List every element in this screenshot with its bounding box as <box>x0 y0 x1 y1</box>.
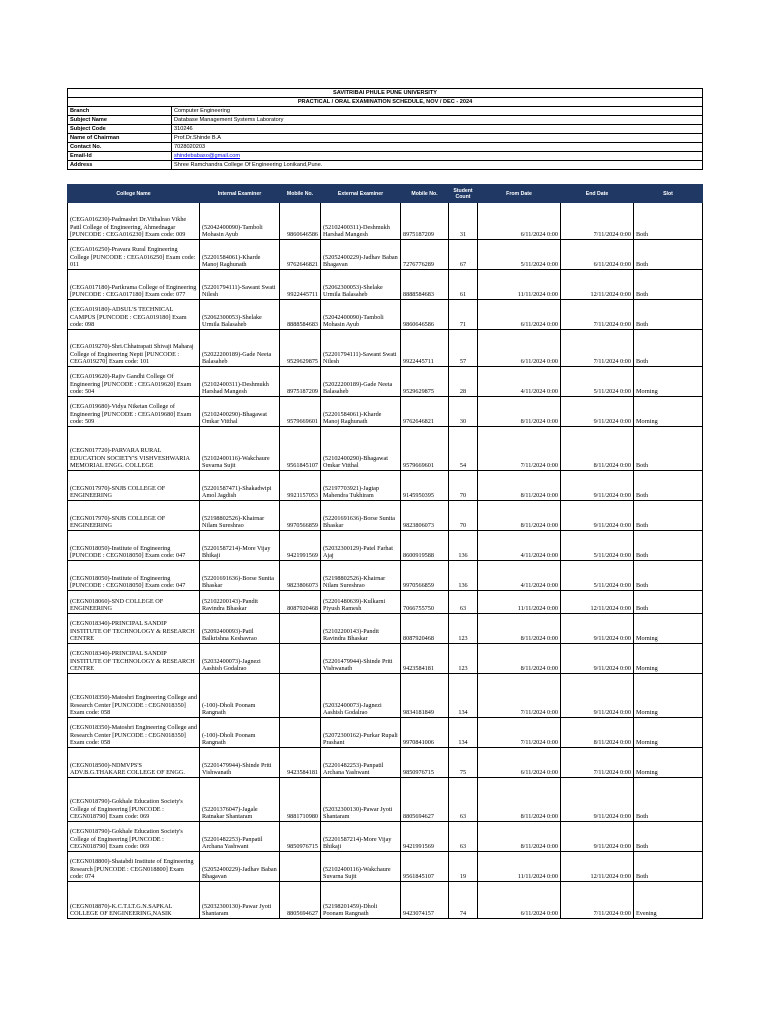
table-cell: 8805694627 <box>401 778 449 822</box>
table-cell: 8/11/2024 0:00 <box>478 644 561 674</box>
table-cell: (52102400290)-Bhagawat Omkar Vitthal <box>321 427 401 471</box>
table-cell: (CEGN017970)-SNJB COLLEGE OF ENGINEERING <box>68 501 200 531</box>
table-cell: 7/11/2024 0:00 <box>478 674 561 718</box>
table-cell <box>280 644 321 674</box>
table-cell: (52201691636)-Borse Sunita Bhaskar <box>321 501 401 531</box>
schedule-sheet <box>67 88 702 919</box>
table-cell: 28 <box>449 367 478 397</box>
table-cell: 12/11/2024 0:00 <box>561 591 634 614</box>
info-row <box>68 125 703 134</box>
table-row <box>68 300 703 330</box>
table-cell: 8600919588 <box>401 531 449 561</box>
table-cell: (CEGN017720)-PARVARA RURAL EDUCATION SOCIETY'S VISHVESHWARIA MEMORIAL ENGG. COLLEGE <box>68 427 200 471</box>
table-cell: 70 <box>449 501 478 531</box>
table-cell: (CEGN018500)-NDMVPS'S ADV.B.G.THAKARE COLLEGE OF ENGG. <box>68 748 200 778</box>
column-header: Internal Examiner <box>200 185 280 203</box>
table-cell: 9970566859 <box>280 501 321 531</box>
table-row <box>68 561 703 591</box>
table-cell: (CEGN018050)-Institute of Engineering [PUNCODE : CEGN018050] Exam code: 047 <box>68 561 200 591</box>
table-cell: 9421991569 <box>401 822 449 852</box>
table-cell: 8805694627 <box>280 882 321 919</box>
table-cell: (52022200189)-Gade Neeta Balasaheb <box>200 330 280 367</box>
table-cell: 8/11/2024 0:00 <box>478 822 561 852</box>
table-cell: 9/11/2024 0:00 <box>561 471 634 501</box>
table-cell: 8/11/2024 0:00 <box>561 718 634 748</box>
table-cell: 7/11/2024 0:00 <box>561 330 634 367</box>
table-cell: (CEGA019180)-ADSUL'S TECHNICAL CAMPUS [PUNCODE : CEGA019180] Exam code: 098 <box>68 300 200 330</box>
table-cell: (52201584061)-Kharde Manoj Raghunath <box>321 397 401 427</box>
table-cell: (52102200143)-Pandit Ravindra Bhaskar <box>200 591 280 614</box>
table-cell: (52201482253)-Panpatil Archana Yashwant <box>200 822 280 852</box>
column-header: College Name <box>68 185 200 203</box>
table-cell: Both <box>634 300 703 330</box>
table-cell: 8/11/2024 0:00 <box>478 501 561 531</box>
table-cell: (CEGA019680)-Vidya Niketan College of Engineering [PUNCODE : CEGA019680] Exam code: 509 <box>68 397 200 427</box>
info-row <box>68 134 703 143</box>
table-cell: (52052400229)-Jadhav Baban Bhagavan <box>200 852 280 882</box>
table-cell: Both <box>634 203 703 240</box>
table-cell: (CEGN018350)-Matoshri Engineering College and Research Center [PUNCODE : CEGN018350] Exam code: 058 <box>68 718 200 748</box>
table-cell: Morning <box>634 718 703 748</box>
table-cell: (52198802526)-Khairnar Nilam Sureshrao <box>200 501 280 531</box>
table-cell: (-100)-Dholi Poonam Rangnath <box>200 718 280 748</box>
table-cell: 7276776289 <box>401 240 449 270</box>
table-cell: 9/11/2024 0:00 <box>561 397 634 427</box>
table-cell: 67 <box>449 240 478 270</box>
table-row <box>68 822 703 852</box>
schedule-title: PRACTICAL / ORAL EXAMINATION SCHEDULE, NOV / DEC - 2024 <box>68 98 703 107</box>
table-cell: 136 <box>449 531 478 561</box>
table-cell: 57 <box>449 330 478 367</box>
table-cell: 9922445711 <box>280 270 321 300</box>
info-value: Prof.Dr.Shinde B.A <box>172 134 703 143</box>
table-cell: 7066755750 <box>401 591 449 614</box>
table-cell: 6/11/2024 0:00 <box>478 330 561 367</box>
table-cell: 5/11/2024 0:00 <box>478 240 561 270</box>
table-row <box>68 330 703 367</box>
table-cell: 6/11/2024 0:00 <box>478 203 561 240</box>
table-cell: (52197703921)-Jagtap Mahendra Tukhiram <box>321 471 401 501</box>
table-cell: 9860646586 <box>401 300 449 330</box>
table-cell: Both <box>634 852 703 882</box>
table-cell: Morning <box>634 644 703 674</box>
table-cell: 9/11/2024 0:00 <box>561 614 634 644</box>
table-cell: (52032300130)-Pawar Jyoti Shantaram <box>200 882 280 919</box>
table-cell: (52052400229)-Jadhav Baban Bhagavan <box>321 240 401 270</box>
table-cell: 9762646821 <box>280 240 321 270</box>
table-cell: 8888584683 <box>280 300 321 330</box>
table-cell: (52102200143)-Pandit Ravindra Bhaskar <box>321 614 401 644</box>
info-label: Contact No. <box>68 143 172 152</box>
table-cell: 7/11/2024 0:00 <box>561 203 634 240</box>
table-cell: 11/11/2024 0:00 <box>478 591 561 614</box>
table-cell: 9850976715 <box>280 822 321 852</box>
table-cell: (CEGA016250)-Pravara Rural Engineering College [PUNCODE : CEGA016250] Exam code: 011 <box>68 240 200 270</box>
table-cell: Both <box>634 778 703 822</box>
table-cell: (CEGN017970)-SNJB COLLEGE OF ENGINEERING <box>68 471 200 501</box>
table-cell: 134 <box>449 718 478 748</box>
table-cell: (-100)-Dholi Poonam Rangnath <box>200 674 280 718</box>
table-cell: (52201584061)-Kharde Manoj Raghunath <box>200 240 280 270</box>
table-cell: 9421991569 <box>280 531 321 561</box>
table-cell: (CEGN018340)-PRINCIPAL SANDIP INSTITUTE OF TECHNOLOGY & RESEARCH CENTRE <box>68 614 200 644</box>
table-cell: 19 <box>449 852 478 882</box>
column-header: Mobile No. <box>280 185 321 203</box>
info-label: Subject Name <box>68 116 172 125</box>
table-cell: 123 <box>449 644 478 674</box>
table-cell: (CEGN018790)-Gokhale Education Society's College of Engineering [PUNCODE : CEGN018790] Exam code: 069 <box>68 822 200 852</box>
table-cell: (52201376047)-Jagale Ratnakar Shantaram <box>200 778 280 822</box>
table-cell: 8087920468 <box>280 591 321 614</box>
table-cell: Both <box>634 561 703 591</box>
table-cell: 9762646821 <box>401 397 449 427</box>
table-cell: Both <box>634 822 703 852</box>
info-value: 7028020203 <box>172 143 703 152</box>
table-cell: (CEGN018340)-PRINCIPAL SANDIP INSTITUTE OF TECHNOLOGY & RESEARCH CENTRE <box>68 644 200 674</box>
table-cell: Both <box>634 501 703 531</box>
table-cell: 4/11/2024 0:00 <box>478 561 561 591</box>
table-row <box>68 270 703 300</box>
table-cell: Both <box>634 531 703 561</box>
table-row <box>68 471 703 501</box>
info-label: Name of Chairman <box>68 134 172 143</box>
table-cell: (52042400090)-Tamboli Mohasin Ayub <box>321 300 401 330</box>
table-cell: 12/11/2024 0:00 <box>561 852 634 882</box>
table-cell: (CEGA019620)-Rajiv Gandhi College Of Engineering [PUNCODE : CEGA019620] Exam code: 504 <box>68 367 200 397</box>
table-cell: Evening <box>634 882 703 919</box>
table-cell: 7/11/2024 0:00 <box>478 427 561 471</box>
table-cell: (52198802526)-Khairnar Nilam Sureshrao <box>321 561 401 591</box>
table-cell: 9/11/2024 0:00 <box>561 822 634 852</box>
table-cell: (52102400311)-Deshmukh Harshad Mangesh <box>321 203 401 240</box>
table-cell: 31 <box>449 203 478 240</box>
table-cell: 54 <box>449 427 478 471</box>
table-row <box>68 748 703 778</box>
table-cell: 9970841006 <box>401 718 449 748</box>
table-cell: (52201479944)-Shinde Priti Vishwanath <box>321 644 401 674</box>
table-cell: 5/11/2024 0:00 <box>561 367 634 397</box>
table-cell: 8/11/2024 0:00 <box>561 427 634 471</box>
table-cell: Morning <box>634 367 703 397</box>
table-cell: 9561845107 <box>401 852 449 882</box>
table-cell: Morning <box>634 674 703 718</box>
university-title: SAVITRIBAI PHULE PUNE UNIVERSITY <box>68 89 703 98</box>
table-cell: 11/11/2024 0:00 <box>478 270 561 300</box>
table-cell: 9/11/2024 0:00 <box>561 501 634 531</box>
table-cell: (52032400073)-Jagnezi Aashish Godalrao <box>200 644 280 674</box>
table-cell: (52062300053)-Shelake Urmila Balasaheb <box>200 300 280 330</box>
table-cell: 9423584181 <box>401 644 449 674</box>
table-cell: (52201482253)-Panpatil Archana Yashwant <box>321 748 401 778</box>
table-cell: (CEGA019270)-Shri.Chhatrapati Shivaji Maharaj College of Engineering Nepti [PUNCODE : CEGA019270] Exam code: 101 <box>68 330 200 367</box>
table-cell: 30 <box>449 397 478 427</box>
table-row <box>68 591 703 614</box>
table-cell: (52032400073)-Jagnezi Aashish Godalrao <box>321 674 401 718</box>
table-cell: (52102400290)-Bhagawat Omkar Vitthal <box>200 397 280 427</box>
table-cell: 9970566859 <box>401 561 449 591</box>
table-cell <box>280 614 321 644</box>
table-row <box>68 203 703 240</box>
table-cell: 75 <box>449 748 478 778</box>
table-cell: Both <box>634 270 703 300</box>
table-cell: 11/11/2024 0:00 <box>478 852 561 882</box>
table-cell: 9145950395 <box>401 471 449 501</box>
table-cell: (52072300162)-Purkar Rupali Prashant <box>321 718 401 748</box>
table-cell: 4/11/2024 0:00 <box>478 367 561 397</box>
table-cell: (52102400116)-Wakchaure Suvarna Sujit <box>200 427 280 471</box>
table-cell: 9423584181 <box>280 748 321 778</box>
info-row <box>68 143 703 152</box>
table-cell: (52092400093)-Patil Balkrishna Keshavrao <box>200 614 280 644</box>
table-row <box>68 674 703 718</box>
table-cell: 134 <box>449 674 478 718</box>
table-cell: (CEGN018800)-Shatabdi Institute of Engineering Research [PUNCODE : CEGN018800] Exam code: 074 <box>68 852 200 882</box>
table-cell: 9/11/2024 0:00 <box>561 674 634 718</box>
table-row <box>68 718 703 748</box>
table-cell: 71 <box>449 300 478 330</box>
table-cell: 7/11/2024 0:00 <box>561 748 634 778</box>
schedule-table <box>67 184 703 919</box>
table-cell: 9834181849 <box>401 674 449 718</box>
table-cell: 9850976715 <box>401 748 449 778</box>
table-cell: 5/11/2024 0:00 <box>561 531 634 561</box>
table-cell: 9561845107 <box>280 427 321 471</box>
info-value: 310246 <box>172 125 703 134</box>
table-row <box>68 852 703 882</box>
table-cell: 63 <box>449 822 478 852</box>
table-cell: (CEGA017180)-Parikrama College of Engineering [PUNCODE : CEGA017180] Exam code: 077 <box>68 270 200 300</box>
table-cell: (52201794111)-Sawant Swati Nilesh <box>200 270 280 300</box>
table-row <box>68 778 703 822</box>
table-cell: 136 <box>449 561 478 591</box>
table-cell: 6/11/2024 0:00 <box>561 240 634 270</box>
table-cell: Morning <box>634 614 703 644</box>
table-cell: 63 <box>449 591 478 614</box>
table-row <box>68 427 703 471</box>
table-cell: (CEGN018350)-Matoshri Engineering College and Research Center [PUNCODE : CEGN018350] Exam code: 058 <box>68 674 200 718</box>
table-cell: 9579669601 <box>401 427 449 471</box>
info-label: Branch <box>68 107 172 116</box>
table-cell: 9860646586 <box>280 203 321 240</box>
table-cell: 74 <box>449 882 478 919</box>
info-label: Address <box>68 161 172 170</box>
table-cell: Both <box>634 240 703 270</box>
table-cell: 6/11/2024 0:00 <box>478 300 561 330</box>
column-header: Slot <box>634 185 703 203</box>
table-cell: (52042400090)-Tamboli Mohasin Ayub <box>200 203 280 240</box>
table-cell: 6/11/2024 0:00 <box>478 882 561 919</box>
table-cell: 8/11/2024 0:00 <box>478 778 561 822</box>
column-header: External Examiner <box>321 185 401 203</box>
table-row <box>68 614 703 644</box>
table-cell: (CEGN018790)-Gokhale Education Society's College of Engineering [PUNCODE : CEGN018790] Exam code: 069 <box>68 778 200 822</box>
table-cell: 4/11/2024 0:00 <box>478 531 561 561</box>
table-cell: (52201480639)-Kulkarni Piyush Ramesh <box>321 591 401 614</box>
table-cell: 8975187209 <box>280 367 321 397</box>
table-cell: Morning <box>634 397 703 427</box>
table-cell: 7/11/2024 0:00 <box>478 718 561 748</box>
table-cell: 9921157053 <box>280 471 321 501</box>
table-cell: 123 <box>449 614 478 644</box>
table-row <box>68 501 703 531</box>
table-cell: 9/11/2024 0:00 <box>561 644 634 674</box>
info-label: Subject Code <box>68 125 172 134</box>
table-row <box>68 397 703 427</box>
table-cell: 9/11/2024 0:00 <box>561 778 634 822</box>
table-cell: 9823806073 <box>280 561 321 591</box>
table-cell <box>280 718 321 748</box>
table-cell: (52062300053)-Shelake Urmila Balasaheb <box>321 270 401 300</box>
table-cell: (52201587214)-More Vijay Bhikaji <box>200 531 280 561</box>
table-cell: (52201587214)-More Vijay Bhikaji <box>321 822 401 852</box>
table-cell: (CEGN018060)-SND COLLEGE OF ENGINEERING <box>68 591 200 614</box>
info-value: Computer Engineering <box>172 107 703 116</box>
info-row <box>68 116 703 125</box>
column-header: Mobile No. <box>401 185 449 203</box>
table-cell: (52198201459)-Dholi Poonam Rangnath <box>321 882 401 919</box>
table-cell: 8087920468 <box>401 614 449 644</box>
info-row <box>68 152 703 161</box>
table-cell <box>280 852 321 882</box>
table-row <box>68 644 703 674</box>
table-row <box>68 240 703 270</box>
table-cell: 63 <box>449 778 478 822</box>
table-cell: Morning <box>634 748 703 778</box>
column-header: Student Count <box>449 185 478 203</box>
table-cell: (52102400311)-Deshmukh Harshad Mangesh <box>200 367 280 397</box>
table-cell: 9823806073 <box>401 501 449 531</box>
header-info-table <box>67 88 703 170</box>
table-cell: 9423074157 <box>401 882 449 919</box>
table-cell: 9922445711 <box>401 330 449 367</box>
table-cell: (52022200189)-Gade Neeta Balasaheb <box>321 367 401 397</box>
email-link[interactable]: shindebabaso@gmail.com <box>172 152 703 161</box>
table-cell: (CEGA016230)-Padmashri Dr.Vithalrao Vikhe Patil College of Engineering, Ahmednagar [PUNCODE : CEGA016230] Exam code: 009 <box>68 203 200 240</box>
table-cell: 8/11/2024 0:00 <box>478 471 561 501</box>
table-row <box>68 367 703 397</box>
table-cell: 8975187209 <box>401 203 449 240</box>
info-label: Email-Id <box>68 152 172 161</box>
table-cell: 9529629875 <box>401 367 449 397</box>
table-cell: 7/11/2024 0:00 <box>561 300 634 330</box>
table-cell: 12/11/2024 0:00 <box>561 270 634 300</box>
table-cell: (52201479944)-Shinde Priti Vishwanath <box>200 748 280 778</box>
table-cell: 8/11/2024 0:00 <box>478 614 561 644</box>
info-value: Database Management Systems Laboratory <box>172 116 703 125</box>
table-cell: (52032300130)-Pawar Jyoti Shantaram <box>321 778 401 822</box>
info-value: Shree Ramchandra College Of Engineering Lonikand,Pune. <box>172 161 703 170</box>
info-row <box>68 107 703 116</box>
info-row <box>68 161 703 170</box>
table-cell: (CEGN018050)-Institute of Engineering [PUNCODE : CEGN018050] Exam code: 047 <box>68 531 200 561</box>
table-cell: (52102400116)-Wakchaure Suvarna Sujit <box>321 852 401 882</box>
table-cell: (52201794111)-Sawant Swati Nilesh <box>321 330 401 367</box>
column-header: From Date <box>478 185 561 203</box>
table-cell: 8/11/2024 0:00 <box>478 397 561 427</box>
table-cell: Both <box>634 591 703 614</box>
table-cell: 70 <box>449 471 478 501</box>
table-cell: Both <box>634 471 703 501</box>
table-cell: 7/11/2024 0:00 <box>561 882 634 919</box>
table-cell: (CEGN018870)-K.C.T.LT.G.N.SAPKAL COLLEGE OF ENGINEERING,NASIK <box>68 882 200 919</box>
table-cell: 61 <box>449 270 478 300</box>
table-header-row <box>68 185 703 203</box>
table-cell: 9529629875 <box>280 330 321 367</box>
table-cell: (52201587471)-Shakadwipi Amol Jagdish <box>200 471 280 501</box>
table-cell: 5/11/2024 0:00 <box>561 561 634 591</box>
table-cell: (52032300129)-Patel Farhat Ajaj <box>321 531 401 561</box>
table-cell: 8888584683 <box>401 270 449 300</box>
table-cell: Both <box>634 330 703 367</box>
column-header: End Date <box>561 185 634 203</box>
table-cell <box>280 674 321 718</box>
table-cell: (52201691636)-Borse Sunita Bhaskar <box>200 561 280 591</box>
table-cell: 6/11/2024 0:00 <box>478 748 561 778</box>
table-cell: Both <box>634 427 703 471</box>
table-cell: 9881710980 <box>280 778 321 822</box>
table-cell: 9579669601 <box>280 397 321 427</box>
table-row <box>68 882 703 919</box>
table-row <box>68 531 703 561</box>
